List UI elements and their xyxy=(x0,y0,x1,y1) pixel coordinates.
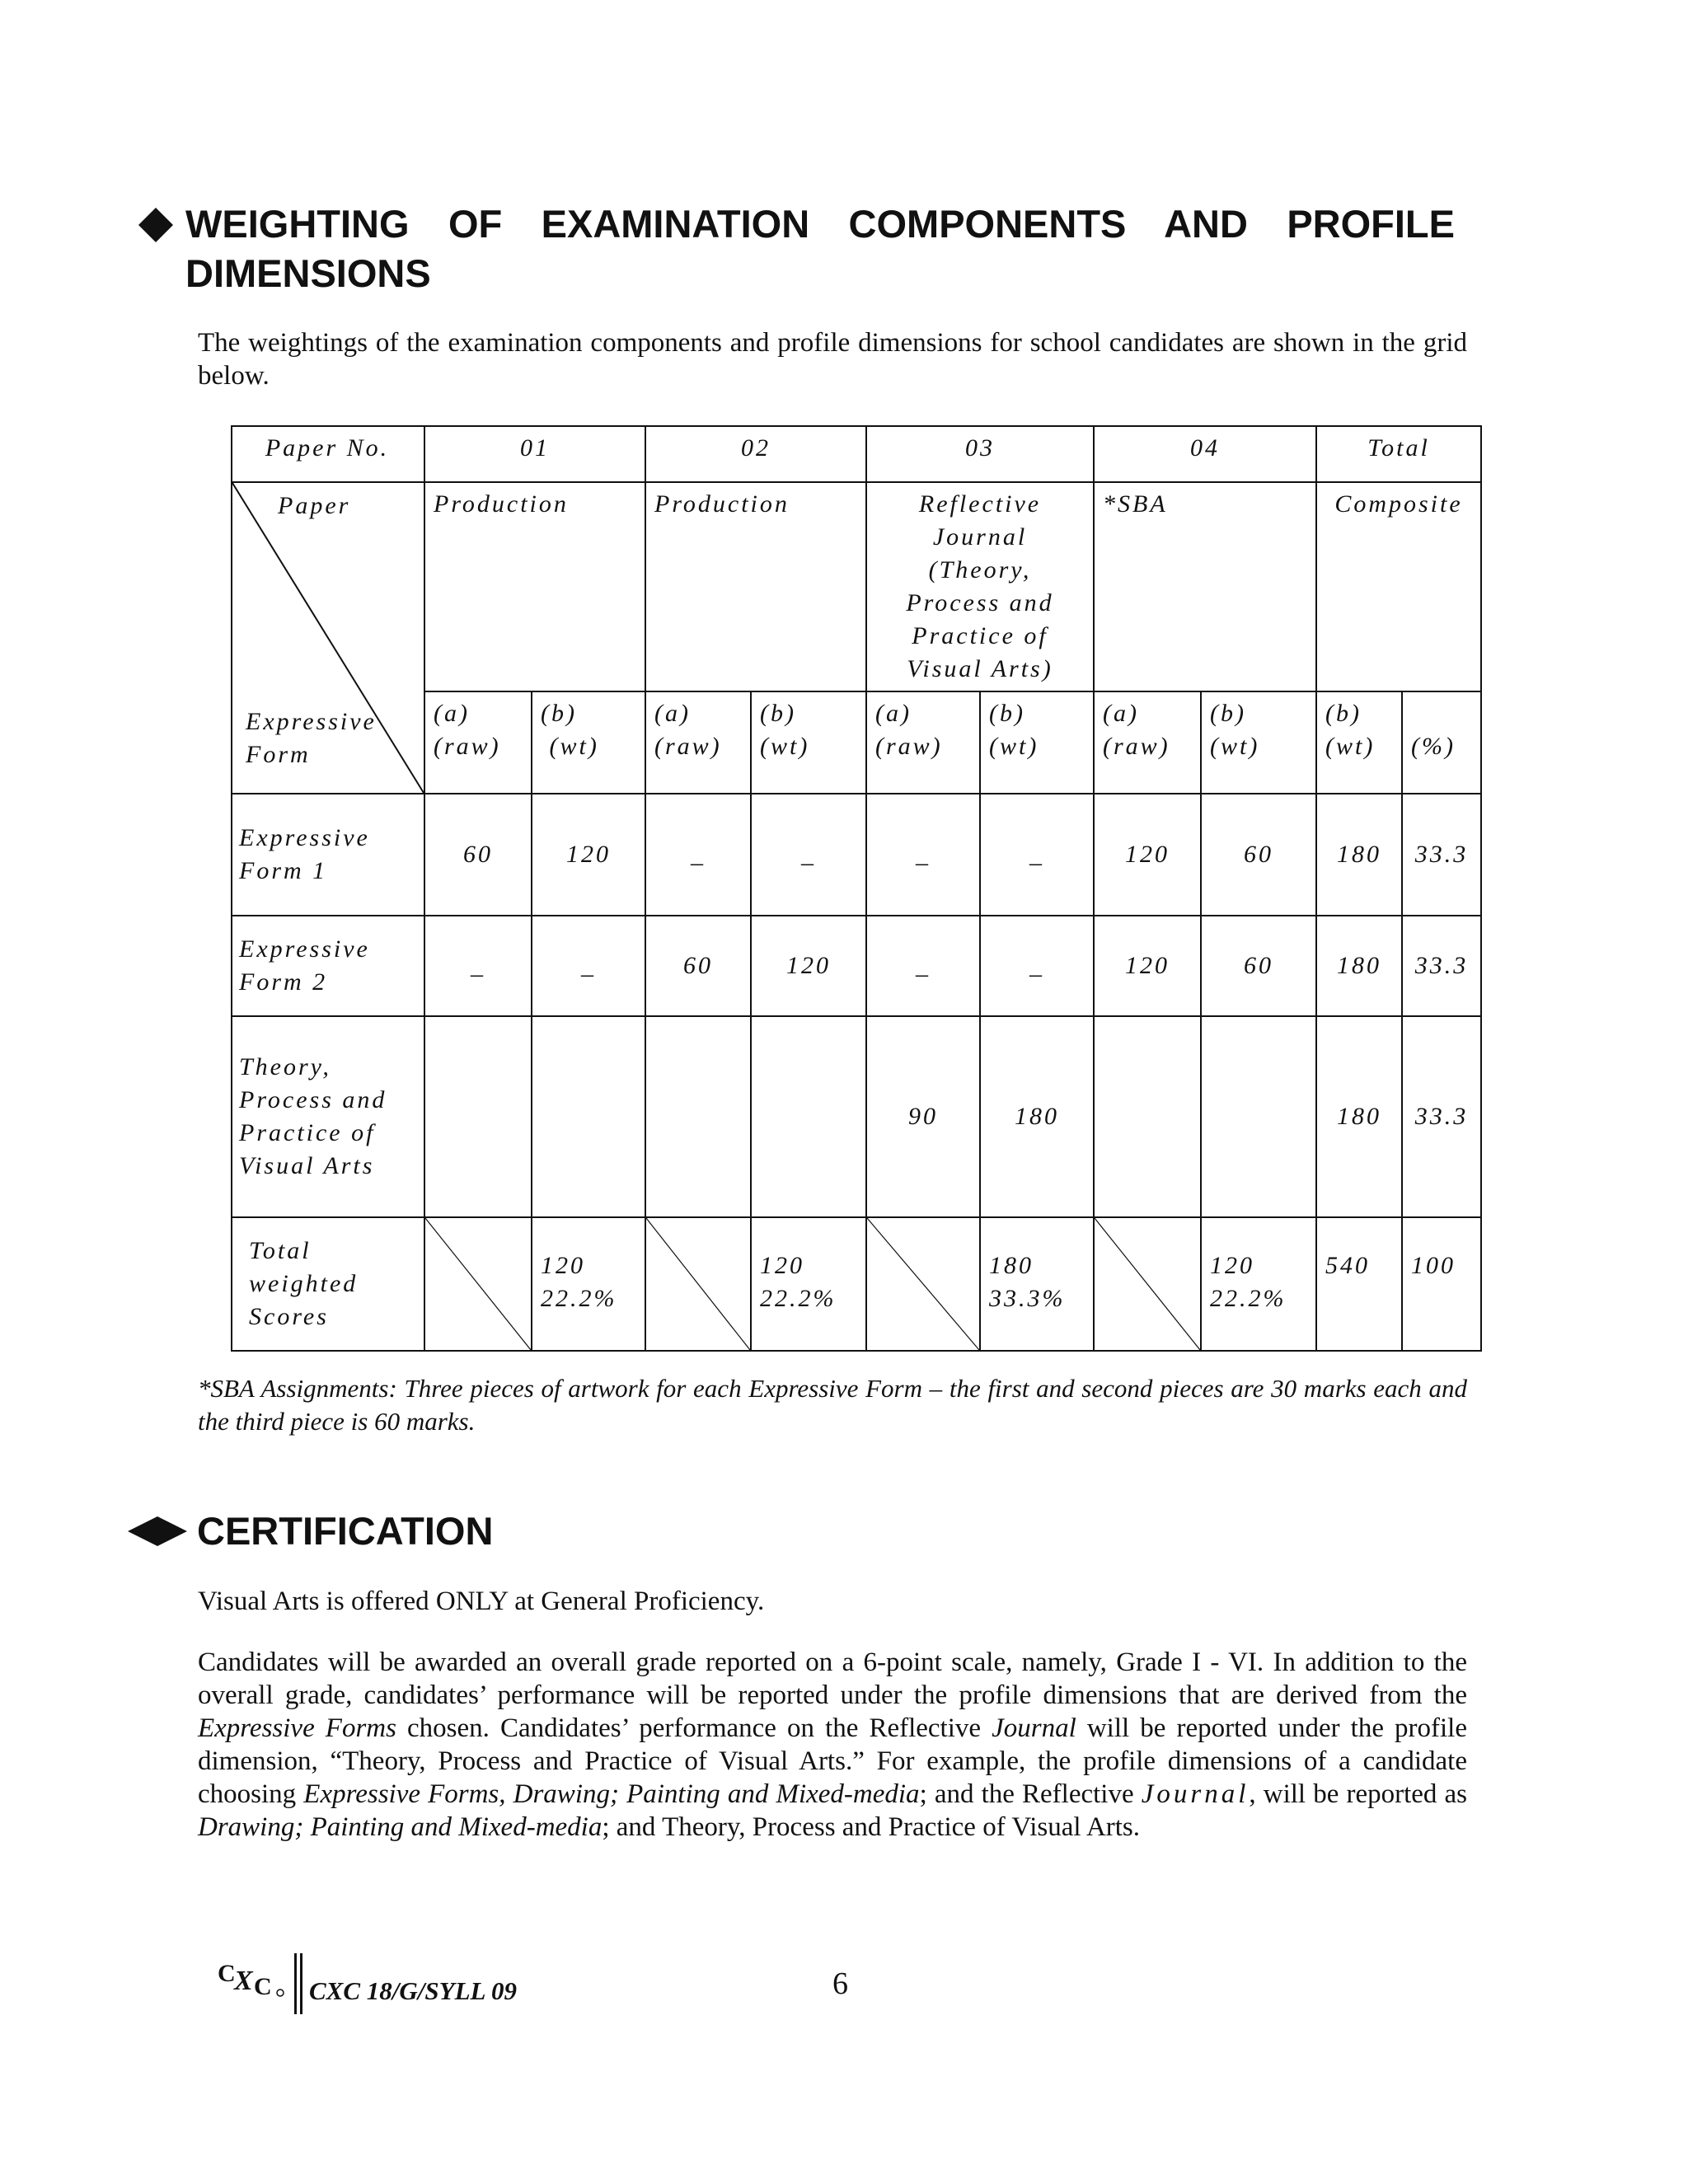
weighting-intro: The weightings of the examination components and profile dimensions for school candidates are shown in the grid below. xyxy=(198,328,1467,391)
svg-text:X: X xyxy=(234,1966,253,1996)
diagonal-line xyxy=(867,1218,979,1350)
cell: 180 xyxy=(980,1016,1094,1217)
syllabus-code: CXC 18/G/SYLL 09 xyxy=(309,1976,518,2005)
total-weighted-scores-label: Total weighted Scores xyxy=(232,1217,424,1351)
sub-raw-04: (a) (raw) xyxy=(1094,691,1201,794)
paper-01: 01 xyxy=(424,426,645,482)
weighting-table xyxy=(231,425,1482,1352)
diamond-bullet-icon xyxy=(138,208,173,242)
cell: 60 xyxy=(1201,916,1316,1016)
row-label-expressive-form-1: Expressive Form 1 xyxy=(232,794,424,916)
cell: 60 xyxy=(424,794,532,916)
grand-total: 540 xyxy=(1316,1217,1402,1351)
paper-name-total: Composite xyxy=(1316,482,1481,691)
corner-expressive-form-label xyxy=(246,705,377,771)
diagonal-line xyxy=(425,1218,531,1350)
section-heading-weighting xyxy=(138,199,1457,298)
cell: _ xyxy=(980,916,1094,1016)
corner-paper-label: Paper xyxy=(278,492,351,519)
cell: _ xyxy=(532,916,645,1016)
paper-02: 02 xyxy=(645,426,866,482)
paper-name-04: *SBA xyxy=(1094,482,1316,691)
cell: _ xyxy=(751,794,866,916)
cell: 180 xyxy=(1316,1016,1402,1217)
cell xyxy=(532,1016,645,1217)
paper-name-01: Production xyxy=(424,482,645,691)
cell xyxy=(424,1016,532,1217)
certification-title: CERTIFICATION xyxy=(197,1509,494,1553)
cell: 60 xyxy=(645,916,751,1016)
cell: _ xyxy=(424,916,532,1016)
cell: _ xyxy=(645,794,751,916)
row-label-theory: Theory, Process and Practice of Visual Arts xyxy=(232,1016,424,1217)
paper-total: Total xyxy=(1316,426,1481,482)
grand-total-pct: 100 xyxy=(1402,1217,1481,1351)
paper-no-label: Paper No. xyxy=(232,426,424,482)
paper-number-row xyxy=(232,426,1481,482)
diamond-bullet-icon xyxy=(128,1516,187,1546)
total-01: 120 22.2% xyxy=(532,1217,645,1351)
table-row xyxy=(232,1016,1481,1217)
cell: _ xyxy=(980,794,1094,916)
cell: 33.3 xyxy=(1402,1016,1481,1217)
table-row xyxy=(232,794,1481,916)
cell xyxy=(645,1016,751,1217)
total-diagonal-03 xyxy=(866,1217,980,1351)
cell xyxy=(751,1016,866,1217)
paper-name-02: Production xyxy=(645,482,866,691)
sub-wt-02: (b) (wt) xyxy=(751,691,866,794)
paper-name-03: Reflective Journal (Theory, Process and Practice of Visual Arts) xyxy=(866,482,1094,691)
cell: 180 xyxy=(1316,794,1402,916)
cell: 120 xyxy=(1094,794,1201,916)
total-04: 120 22.2% xyxy=(1201,1217,1316,1351)
sub-wt-total: (b) (wt) xyxy=(1316,691,1402,794)
cell: 33.3 xyxy=(1402,794,1481,916)
diagonal-line xyxy=(1095,1218,1200,1350)
cell: _ xyxy=(866,794,980,916)
paper-03: 03 xyxy=(866,426,1094,482)
svg-text:C: C xyxy=(254,1973,272,2000)
footer-divider xyxy=(294,1953,302,2014)
corner-cell xyxy=(232,482,424,794)
paper-04: 04 xyxy=(1094,426,1316,482)
cxc-logo-icon xyxy=(216,1952,298,2001)
cell xyxy=(1094,1016,1201,1217)
corner-form: Form xyxy=(246,741,311,768)
total-diagonal-01 xyxy=(424,1217,532,1351)
certification-paragraph-2: Candidates will be awarded an overall grade reported on a 6-point scale, namely, Grade I - VI. In addition to the overall grade, candidates’ performance will be reported under the profile dimensions that are derived from the Expressive Forms chosen. Candidates’ performance on the Reflective Journal will be reported under the profile dimension, “Theory, Process and Practice of Visual Arts.” For example, the profile dimensions of a candidate choosing Expressive Forms, Drawing; Painting and Mixed-media; and the Reflective Journal, will be reported as Drawing; Painting and Mixed-media; and Theory, Process and Practice of Visual Arts. xyxy=(198,1647,1468,1842)
paper-name-row xyxy=(232,482,1481,691)
total-row xyxy=(232,1217,1481,1351)
cell xyxy=(1201,1016,1316,1217)
total-diagonal-04 xyxy=(1094,1217,1201,1351)
sub-wt-01: (b) (wt) xyxy=(532,691,645,794)
cell: 60 xyxy=(1201,794,1316,916)
cell: 120 xyxy=(751,916,866,1016)
diagonal-line xyxy=(646,1218,750,1350)
cell: 120 xyxy=(532,794,645,916)
row-label-expressive-form-2: Expressive Form 2 xyxy=(232,916,424,1016)
cell: 180 xyxy=(1316,916,1402,1016)
sub-raw-01: (a) (raw) xyxy=(424,691,532,794)
sub-wt-03: (b) (wt) xyxy=(980,691,1094,794)
cell: _ xyxy=(866,916,980,1016)
cell: 90 xyxy=(866,1016,980,1217)
table-row xyxy=(232,916,1481,1016)
total-03: 180 33.3% xyxy=(980,1217,1094,1351)
sub-raw-02: (a) (raw) xyxy=(645,691,751,794)
total-02: 120 22.2% xyxy=(751,1217,866,1351)
weighting-title-line1: WEIGHTING OF EXAMINATION COMPONENTS AND PROFILE xyxy=(185,202,1455,246)
sub-raw-03: (a) (raw) xyxy=(866,691,980,794)
cell: 120 xyxy=(1094,916,1201,1016)
sub-pct-total: (%) xyxy=(1402,691,1481,794)
total-diagonal-02 xyxy=(645,1217,751,1351)
weighting-title-line2: DIMENSIONS xyxy=(185,251,431,295)
sub-wt-04: (b) (wt) xyxy=(1201,691,1316,794)
corner-expressive: Expressive xyxy=(246,708,377,735)
svg-text:C: C xyxy=(218,1960,236,1987)
sba-note: *SBA Assignments: Three pieces of artwork for each Expressive Form – the first and second pieces are 30 marks each and the third piece is 60 marks. xyxy=(198,1374,1467,1436)
page-number: 6 xyxy=(832,1966,848,2001)
cell: 33.3 xyxy=(1402,916,1481,1016)
section-heading-certification xyxy=(128,1507,493,1556)
certification-paragraph-1: Visual Arts is offered ONLY at General Proficiency. xyxy=(198,1586,765,1616)
